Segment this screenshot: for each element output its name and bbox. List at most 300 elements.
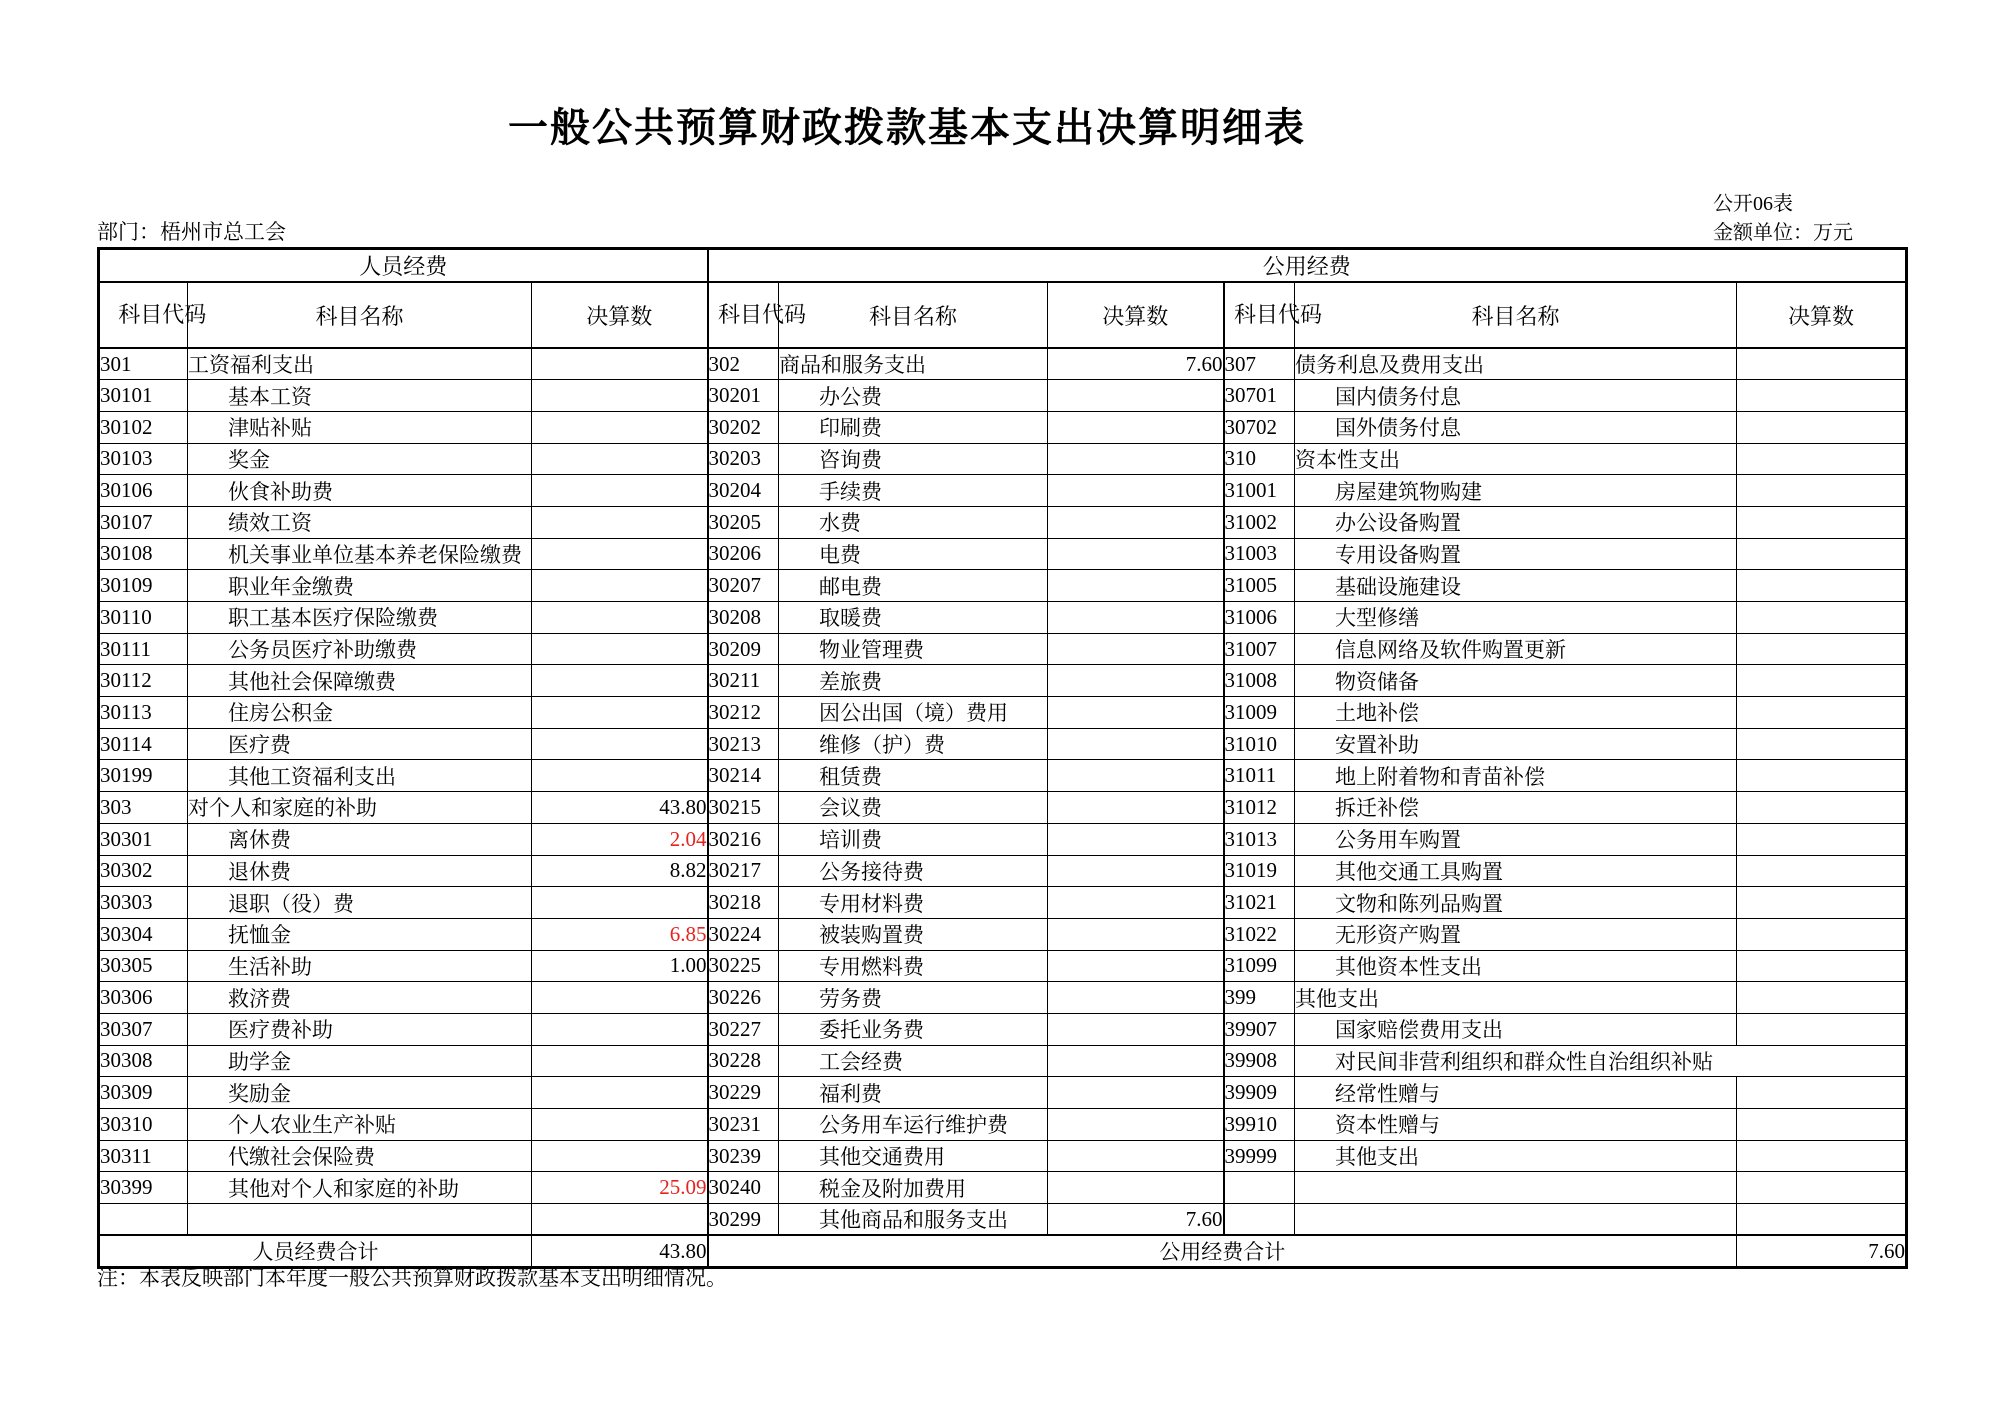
value-cell <box>1737 633 1907 665</box>
name-cell: 救济费 <box>188 982 532 1014</box>
value-cell <box>532 1204 708 1236</box>
value-cell <box>1048 792 1224 824</box>
table-row <box>99 982 1907 1014</box>
value-cell <box>1048 1045 1224 1077</box>
code-cell: 303 <box>99 792 188 824</box>
name-cell: 资本性支出 <box>1295 443 1737 475</box>
name-cell: 奖励金 <box>188 1077 532 1109</box>
name-cell: 工会经费 <box>779 1045 1048 1077</box>
value-cell: 25.09 <box>532 1172 708 1204</box>
code-cell: 31019 <box>1224 855 1295 887</box>
name-cell: 拆迁补偿 <box>1295 792 1737 824</box>
name-cell: 被装购置费 <box>779 918 1048 950</box>
personnel-total-label: 人员经费合计 <box>99 1235 532 1268</box>
name-cell: 伙食补助费 <box>188 475 532 507</box>
code-cell: 30301 <box>99 823 188 855</box>
name-cell: 培训费 <box>779 823 1048 855</box>
name-cell: 会议费 <box>779 792 1048 824</box>
code-cell: 31003 <box>1224 538 1295 570</box>
code-cell: 30204 <box>708 475 779 507</box>
code-cell: 31010 <box>1224 728 1295 760</box>
value-cell <box>1737 380 1907 412</box>
name-cell: 经常性赠与 <box>1295 1077 1737 1109</box>
value-cell <box>1048 443 1224 475</box>
code-cell: 30213 <box>708 728 779 760</box>
value-cell <box>532 697 708 729</box>
value-cell <box>1048 760 1224 792</box>
code-cell: 30208 <box>708 602 779 634</box>
code-cell: 30102 <box>99 411 188 443</box>
name-cell: 取暖费 <box>779 602 1048 634</box>
table-row <box>99 1109 1907 1141</box>
code-cell: 30308 <box>99 1045 188 1077</box>
code-cell: 30305 <box>99 950 188 982</box>
personnel-total-value: 43.80 <box>532 1235 708 1268</box>
name-cell: 安置补助 <box>1295 728 1737 760</box>
value-cell <box>1048 475 1224 507</box>
name-cell: 其他商品和服务支出 <box>779 1204 1048 1236</box>
code-cell: 30110 <box>99 602 188 634</box>
value-cell <box>532 506 708 538</box>
code-cell: 30310 <box>99 1109 188 1141</box>
code-cell: 30207 <box>708 570 779 602</box>
table-row <box>99 443 1907 475</box>
value-cell <box>1737 982 1907 1014</box>
value-cell <box>1737 792 1907 824</box>
value-cell <box>1737 443 1907 475</box>
col-header-name-3: 科目名称 <box>1295 282 1737 348</box>
value-cell <box>532 665 708 697</box>
value-cell: 43.80 <box>532 792 708 824</box>
table-row <box>99 1077 1907 1109</box>
code-cell: 30216 <box>708 823 779 855</box>
code-cell: 30311 <box>99 1140 188 1172</box>
name-cell: 无形资产购置 <box>1295 918 1737 950</box>
code-cell: 30202 <box>708 411 779 443</box>
name-cell: 其他社会保障缴费 <box>188 665 532 697</box>
name-cell: 住房公积金 <box>188 697 532 729</box>
code-cell: 30240 <box>708 1172 779 1204</box>
code-cell: 31022 <box>1224 918 1295 950</box>
value-cell <box>1737 855 1907 887</box>
table-row <box>99 855 1907 887</box>
value-cell <box>532 760 708 792</box>
name-cell: 职业年金缴费 <box>188 570 532 602</box>
budget-table <box>97 247 1908 1269</box>
code-cell: 30226 <box>708 982 779 1014</box>
code-cell: 30203 <box>708 443 779 475</box>
code-cell: 30201 <box>708 380 779 412</box>
value-cell <box>532 1109 708 1141</box>
col-header-code-2: 科目代码 <box>708 282 779 348</box>
code-cell: 31012 <box>1224 792 1295 824</box>
value-cell <box>1048 1172 1224 1204</box>
value-cell <box>532 633 708 665</box>
code-cell: 30212 <box>708 697 779 729</box>
code-cell: 30214 <box>708 760 779 792</box>
code-cell: 30108 <box>99 538 188 570</box>
code-cell: 30218 <box>708 887 779 919</box>
name-cell: 土地补偿 <box>1295 697 1737 729</box>
name-cell: 其他交通费用 <box>779 1140 1048 1172</box>
value-cell <box>532 475 708 507</box>
table-row <box>99 475 1907 507</box>
name-cell: 公务接待费 <box>779 855 1048 887</box>
value-cell <box>532 348 708 380</box>
name-cell: 维修（护）费 <box>779 728 1048 760</box>
value-cell <box>1048 1077 1224 1109</box>
value-cell <box>1737 1172 1907 1204</box>
value-cell <box>1737 697 1907 729</box>
value-cell <box>1737 918 1907 950</box>
name-cell: 国家赔偿费用支出 <box>1295 1013 1737 1045</box>
code-cell <box>1224 1204 1295 1236</box>
public-total-value: 7.60 <box>1737 1235 1907 1268</box>
code-cell: 30702 <box>1224 411 1295 443</box>
department-label: 部门：梧州市总工会 <box>97 220 286 244</box>
code-cell: 30299 <box>708 1204 779 1236</box>
name-cell: 物资储备 <box>1295 665 1737 697</box>
name-cell: 专用设备购置 <box>1295 538 1737 570</box>
value-cell: 8.82 <box>532 855 708 887</box>
name-cell: 办公设备购置 <box>1295 506 1737 538</box>
value-cell: 2.04 <box>532 823 708 855</box>
name-cell: 医疗费 <box>188 728 532 760</box>
name-cell: 债务利息及费用支出 <box>1295 348 1737 380</box>
value-cell <box>1737 1204 1907 1236</box>
code-cell: 30112 <box>99 665 188 697</box>
code-cell: 30225 <box>708 950 779 982</box>
code-cell: 307 <box>1224 348 1295 380</box>
name-cell: 劳务费 <box>779 982 1048 1014</box>
name-cell: 退职（役）费 <box>188 887 532 919</box>
name-cell: 其他支出 <box>1295 982 1737 1014</box>
name-cell: 因公出国（境）费用 <box>779 697 1048 729</box>
table-row <box>99 348 1907 380</box>
name-cell: 其他资本性支出 <box>1295 950 1737 982</box>
table-row <box>99 950 1907 982</box>
name-cell <box>188 1204 532 1236</box>
table-row <box>99 1013 1907 1045</box>
name-cell: 职工基本医疗保险缴费 <box>188 602 532 634</box>
name-cell: 租赁费 <box>779 760 1048 792</box>
code-cell: 301 <box>99 348 188 380</box>
col-header-value-3: 决算数 <box>1737 282 1907 348</box>
name-cell: 工资福利支出 <box>188 348 532 380</box>
code-cell: 30206 <box>708 538 779 570</box>
value-cell <box>1048 411 1224 443</box>
value-cell <box>1048 855 1224 887</box>
value-cell <box>1048 665 1224 697</box>
code-cell: 30109 <box>99 570 188 602</box>
value-cell <box>532 982 708 1014</box>
code-cell: 399 <box>1224 982 1295 1014</box>
table-row <box>99 697 1907 729</box>
value-cell <box>532 380 708 412</box>
value-cell: 1.00 <box>532 950 708 982</box>
name-cell: 生活补助 <box>188 950 532 982</box>
name-cell: 物业管理费 <box>779 633 1048 665</box>
code-cell: 31013 <box>1224 823 1295 855</box>
name-cell: 抚恤金 <box>188 918 532 950</box>
code-cell: 39999 <box>1224 1140 1295 1172</box>
code-cell: 31007 <box>1224 633 1295 665</box>
table-row <box>99 918 1907 950</box>
value-cell <box>1737 1109 1907 1141</box>
value-cell <box>1737 411 1907 443</box>
name-cell: 其他交通工具购置 <box>1295 855 1737 887</box>
name-cell: 手续费 <box>779 475 1048 507</box>
table-row <box>99 1172 1907 1204</box>
name-cell: 机关事业单位基本养老保险缴费 <box>188 538 532 570</box>
value-cell <box>1048 918 1224 950</box>
table-row <box>99 792 1907 824</box>
name-cell: 咨询费 <box>779 443 1048 475</box>
value-cell <box>1048 570 1224 602</box>
value-cell: 7.60 <box>1048 1204 1224 1236</box>
table-row <box>99 665 1907 697</box>
col-header-code-3: 科目代码 <box>1224 282 1295 348</box>
code-cell: 31021 <box>1224 887 1295 919</box>
code-cell: 30205 <box>708 506 779 538</box>
code-cell: 31006 <box>1224 602 1295 634</box>
name-cell: 其他支出 <box>1295 1140 1737 1172</box>
name-cell: 基本工资 <box>188 380 532 412</box>
code-cell: 30229 <box>708 1077 779 1109</box>
value-cell <box>532 538 708 570</box>
name-cell: 资本性赠与 <box>1295 1109 1737 1141</box>
name-cell <box>1295 1204 1737 1236</box>
code-cell: 30239 <box>708 1140 779 1172</box>
value-cell <box>532 602 708 634</box>
name-cell: 办公费 <box>779 380 1048 412</box>
code-cell: 30309 <box>99 1077 188 1109</box>
name-cell: 商品和服务支出 <box>779 348 1048 380</box>
value-cell <box>1737 348 1907 380</box>
code-cell: 30307 <box>99 1013 188 1045</box>
name-cell: 代缴社会保险费 <box>188 1140 532 1172</box>
table-row <box>99 570 1907 602</box>
value-cell <box>532 443 708 475</box>
value-cell <box>1048 538 1224 570</box>
code-cell: 30103 <box>99 443 188 475</box>
name-cell: 医疗费补助 <box>188 1013 532 1045</box>
value-cell <box>1737 887 1907 919</box>
value-cell <box>1737 1077 1907 1109</box>
code-cell: 30306 <box>99 982 188 1014</box>
name-cell: 专用材料费 <box>779 887 1048 919</box>
name-cell: 国内债务付息 <box>1295 380 1737 412</box>
name-cell: 委托业务费 <box>779 1013 1048 1045</box>
code-cell: 39909 <box>1224 1077 1295 1109</box>
code-cell: 31001 <box>1224 475 1295 507</box>
form-number: 公开06表 <box>1713 193 1793 215</box>
name-cell: 对个人和家庭的补助 <box>188 792 532 824</box>
name-cell: 退休费 <box>188 855 532 887</box>
code-cell: 30224 <box>708 918 779 950</box>
col-header-value-1: 决算数 <box>532 282 708 348</box>
name-cell: 福利费 <box>779 1077 1048 1109</box>
code-cell: 30303 <box>99 887 188 919</box>
col-header-name-2: 科目名称 <box>779 282 1048 348</box>
value-cell <box>1737 1013 1907 1045</box>
name-cell: 地上附着物和青苗补偿 <box>1295 760 1737 792</box>
name-cell: 文物和陈列品购置 <box>1295 887 1737 919</box>
value-cell <box>532 1077 708 1109</box>
name-cell: 水费 <box>779 506 1048 538</box>
code-cell: 31099 <box>1224 950 1295 982</box>
name-cell: 印刷费 <box>779 411 1048 443</box>
unit-label: 金额单位：万元 <box>1713 222 1853 244</box>
name-cell: 基础设施建设 <box>1295 570 1737 602</box>
value-cell <box>532 1140 708 1172</box>
name-cell: 离休费 <box>188 823 532 855</box>
value-cell <box>1737 728 1907 760</box>
value-cell <box>532 887 708 919</box>
value-cell <box>532 570 708 602</box>
col-header-code-1: 科目代码 <box>99 282 188 348</box>
code-cell: 31009 <box>1224 697 1295 729</box>
table-row <box>99 411 1907 443</box>
table-row <box>99 633 1907 665</box>
group-header-row <box>99 249 1907 283</box>
code-cell: 30113 <box>99 697 188 729</box>
table-row <box>99 380 1907 412</box>
code-cell: 30302 <box>99 855 188 887</box>
name-cell: 邮电费 <box>779 570 1048 602</box>
name-cell: 专用燃料费 <box>779 950 1048 982</box>
name-cell: 大型修缮 <box>1295 602 1737 634</box>
code-cell: 30215 <box>708 792 779 824</box>
code-cell: 31011 <box>1224 760 1295 792</box>
value-cell <box>532 728 708 760</box>
value-cell <box>1048 1013 1224 1045</box>
value-cell <box>532 411 708 443</box>
table-row <box>99 887 1907 919</box>
value-cell <box>1048 380 1224 412</box>
code-cell: 31002 <box>1224 506 1295 538</box>
value-cell <box>1048 887 1224 919</box>
table-row <box>99 1045 1907 1077</box>
value-cell <box>1048 823 1224 855</box>
table-row <box>99 760 1907 792</box>
value-cell <box>1048 982 1224 1014</box>
value-cell <box>1737 823 1907 855</box>
value-cell <box>1737 506 1907 538</box>
code-cell: 31008 <box>1224 665 1295 697</box>
table-row <box>99 602 1907 634</box>
name-cell: 公务用车运行维护费 <box>779 1109 1048 1141</box>
code-cell: 30211 <box>708 665 779 697</box>
code-cell: 30209 <box>708 633 779 665</box>
table-row <box>99 538 1907 570</box>
public-total-label: 公用经费合计 <box>708 1235 1737 1268</box>
code-cell: 30399 <box>99 1172 188 1204</box>
value-cell <box>1048 697 1224 729</box>
value-cell <box>1737 602 1907 634</box>
value-cell <box>1048 1140 1224 1172</box>
value-cell <box>1737 950 1907 982</box>
value-cell <box>1737 1140 1907 1172</box>
name-cell: 公务用车购置 <box>1295 823 1737 855</box>
value-cell <box>1048 633 1224 665</box>
code-cell: 39908 <box>1224 1045 1295 1077</box>
name-cell: 奖金 <box>188 443 532 475</box>
name-cell: 房屋建筑物购建 <box>1295 475 1737 507</box>
value-cell: 7.60 <box>1048 348 1224 380</box>
table-row <box>99 823 1907 855</box>
code-cell: 30227 <box>708 1013 779 1045</box>
table-row <box>99 1204 1907 1236</box>
value-cell <box>1737 570 1907 602</box>
code-cell: 310 <box>1224 443 1295 475</box>
value-cell: 6.85 <box>532 918 708 950</box>
name-cell: 个人农业生产补贴 <box>188 1109 532 1141</box>
code-cell: 39907 <box>1224 1013 1295 1045</box>
value-cell <box>1048 950 1224 982</box>
name-cell: 国外债务付息 <box>1295 411 1737 443</box>
code-cell: 39910 <box>1224 1109 1295 1141</box>
name-cell: 对民间非营利组织和群众性自治组织补贴 <box>1295 1045 1907 1077</box>
code-cell: 30199 <box>99 760 188 792</box>
value-cell <box>1048 1109 1224 1141</box>
code-cell: 30114 <box>99 728 188 760</box>
group-header-personnel: 人员经费 <box>99 249 708 283</box>
name-cell: 公务员医疗补助缴费 <box>188 633 532 665</box>
column-header-row <box>99 282 1907 348</box>
name-cell: 信息网络及软件购置更新 <box>1295 633 1737 665</box>
col-header-name-1: 科目名称 <box>188 282 532 348</box>
code-cell: 30107 <box>99 506 188 538</box>
code-cell: 302 <box>708 348 779 380</box>
name-cell: 其他对个人和家庭的补助 <box>188 1172 532 1204</box>
value-cell <box>532 1045 708 1077</box>
code-cell: 30101 <box>99 380 188 412</box>
name-cell: 电费 <box>779 538 1048 570</box>
value-cell <box>1737 665 1907 697</box>
name-cell: 其他工资福利支出 <box>188 760 532 792</box>
code-cell <box>99 1204 188 1236</box>
code-cell: 31005 <box>1224 570 1295 602</box>
value-cell <box>1737 538 1907 570</box>
table-row <box>99 728 1907 760</box>
value-cell <box>1737 475 1907 507</box>
code-cell <box>1224 1172 1295 1204</box>
code-cell: 30304 <box>99 918 188 950</box>
table-row <box>99 506 1907 538</box>
name-cell: 绩效工资 <box>188 506 532 538</box>
value-cell <box>1048 602 1224 634</box>
note-text: 注：本表反映部门本年度一般公共预算财政拨款基本支出明细情况。 <box>97 1266 727 1290</box>
value-cell <box>1048 728 1224 760</box>
meta-block <box>1713 190 1853 248</box>
code-cell: 30106 <box>99 475 188 507</box>
code-cell: 30111 <box>99 633 188 665</box>
code-cell: 30217 <box>708 855 779 887</box>
code-cell: 30701 <box>1224 380 1295 412</box>
table-row <box>99 1140 1907 1172</box>
name-cell: 税金及附加费用 <box>779 1172 1048 1204</box>
value-cell <box>1048 506 1224 538</box>
col-header-value-2: 决算数 <box>1048 282 1224 348</box>
name-cell: 津贴补贴 <box>188 411 532 443</box>
page-title: 一般公共预算财政拨款基本支出决算明细表 <box>508 105 1306 150</box>
value-cell <box>532 1013 708 1045</box>
code-cell: 30228 <box>708 1045 779 1077</box>
name-cell: 差旅费 <box>779 665 1048 697</box>
name-cell <box>1295 1172 1737 1204</box>
group-header-public: 公用经费 <box>708 249 1907 283</box>
